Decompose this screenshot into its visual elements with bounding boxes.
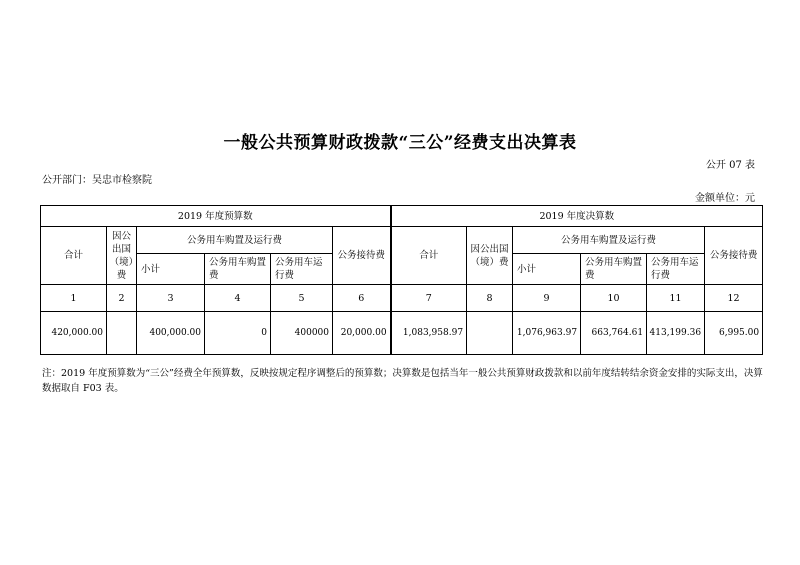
col-number: 7 <box>391 285 467 312</box>
col-number: 1 <box>41 285 107 312</box>
amount-unit-label: 金额单位：元 <box>695 193 755 204</box>
budget-subtotal-header: 小计 <box>137 254 205 285</box>
final-reception-header: 公务接待费 <box>705 227 763 285</box>
final-total-header: 合计 <box>391 227 467 285</box>
budget-subtotal-value: 400,000.00 <box>137 312 205 355</box>
budget-total-value: 420,000.00 <box>41 312 107 355</box>
final-group-header: 2019 年度决算数 <box>391 206 763 227</box>
budget-reception-value: 20,000.00 <box>333 312 391 355</box>
final-subtotal-value: 1,076,963.97 <box>513 312 581 355</box>
final-abroad-value <box>467 312 513 355</box>
final-subtotal-header: 小计 <box>513 254 581 285</box>
col-number: 5 <box>271 285 333 312</box>
budget-vehicle-operation-header: 公务用车运行费 <box>271 254 333 285</box>
page-title: 一般公共预算财政拨款“三公”经费支出决算表 <box>223 133 577 153</box>
col-number: 8 <box>467 285 513 312</box>
col-number: 11 <box>647 285 705 312</box>
col-number: 12 <box>705 285 763 312</box>
col-number: 3 <box>137 285 205 312</box>
col-number: 6 <box>333 285 391 312</box>
table-row <box>41 312 763 355</box>
final-vehicle-operation-header: 公务用车运行费 <box>647 254 705 285</box>
col-number: 10 <box>581 285 647 312</box>
col-number: 4 <box>205 285 271 312</box>
budget-abroad-value <box>107 312 137 355</box>
budget-total-header: 合计 <box>41 227 107 285</box>
budget-abroad-header: 因公出国（境）费 <box>107 227 137 285</box>
budget-vehicle-group-header: 公务用车购置及运行费 <box>137 227 333 254</box>
final-reception-value: 6,995.00 <box>705 312 763 355</box>
final-abroad-header: 因公出国（境）费 <box>467 227 513 285</box>
three-public-expense-table <box>40 205 763 355</box>
department-label: 公开部门：吴忠市检察院 <box>42 175 152 186</box>
budget-vehicle-purchase-value: 0 <box>205 312 271 355</box>
budget-group-header: 2019 年度预算数 <box>41 206 391 227</box>
col-number: 9 <box>513 285 581 312</box>
final-vehicle-purchase-header: 公务用车购置费 <box>581 254 647 285</box>
final-vehicle-purchase-value: 663,764.61 <box>581 312 647 355</box>
col-number: 2 <box>107 285 137 312</box>
final-total-value: 1,083,958.97 <box>391 312 467 355</box>
footnote: 注：2019 年度预算数为“三公”经费全年预算数，反映按规定程序调整后的预算数；决算数是包括当年一般公共预算财政拨款和以前年度结转结余资金安排的实际支出，决算数据取自 F03 表。 <box>42 368 763 394</box>
budget-vehicle-operation-value: 400000 <box>271 312 333 355</box>
final-vehicle-operation-value: 413,199.36 <box>647 312 705 355</box>
final-vehicle-group-header: 公务用车购置及运行费 <box>513 227 705 254</box>
form-number: 公开 07 表 <box>705 160 755 171</box>
budget-reception-header: 公务接待费 <box>333 227 391 285</box>
budget-vehicle-purchase-header: 公务用车购置费 <box>205 254 271 285</box>
